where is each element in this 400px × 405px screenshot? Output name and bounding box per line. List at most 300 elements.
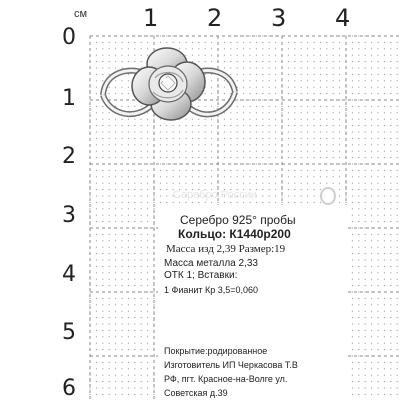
grid-dot [377,67,378,68]
grid-dot [294,93,295,94]
grid-dot [115,298,116,299]
grid-dot [384,253,385,254]
grid-dot [333,125,334,126]
grid-dot [339,106,340,107]
grid-dot [339,61,340,62]
grid-dot [102,234,103,235]
grid-dot [326,61,327,62]
grid-dot [390,259,391,260]
grid-dot [141,298,142,299]
grid-dot [377,368,378,369]
grid-dot [109,151,110,152]
grid-dot [128,304,129,305]
grid-dot [365,221,366,222]
grid-dot [102,362,103,363]
grid-dot [102,176,103,177]
grid-dot [217,202,218,203]
grid-dot [128,330,129,331]
grid-dot [141,215,142,216]
grid-dot [320,131,321,132]
grid-dot [89,202,90,203]
grid-dot [121,202,122,203]
grid-dot [147,349,148,350]
grid-dot [173,170,174,171]
grid-dot [109,368,110,369]
grid-dot [96,375,97,376]
grid-dot [96,381,97,382]
grid-dot [147,279,148,280]
grid-dot [288,106,289,107]
grid-dot [121,189,122,190]
grid-dot [397,125,398,126]
grid-dot [96,298,97,299]
grid-dot [313,80,314,81]
grid-dot [326,106,327,107]
grid-dot [102,247,103,248]
grid-dot [109,189,110,190]
grid-dot [275,125,276,126]
grid-dot [358,317,359,318]
grid-dot [313,119,314,120]
grid-dot [141,151,142,152]
grid-dot [288,61,289,62]
grid-dot [288,48,289,49]
grid-dot [115,183,116,184]
grid-dot [339,183,340,184]
grid-dot [377,106,378,107]
grid-dot [134,247,135,248]
grid-dot [128,343,129,344]
tag-line-inserts: 1 Фианит Кр 3,5=0,060 [164,285,259,295]
grid-dot [377,387,378,388]
grid-dot [147,375,148,376]
grid-dot [365,387,366,388]
grid-dot [384,87,385,88]
grid-dot [365,285,366,286]
grid-dot [307,125,308,126]
grid-dot [390,304,391,305]
grid-dot [115,279,116,280]
grid-dot [390,144,391,145]
grid-dot [96,208,97,209]
grid-dot [153,387,154,388]
grid-dot [365,259,366,260]
grid-dot [358,311,359,312]
grid-dot [390,151,391,152]
grid-dot [102,157,103,158]
grid-dot [288,55,289,56]
grid-dot [128,311,129,312]
grid-dot [365,195,366,196]
grid-dot [294,55,295,56]
grid-dot [301,202,302,203]
grid-dot [390,208,391,209]
grid-dot [390,195,391,196]
grid-dot [377,183,378,184]
grid-dot [358,55,359,56]
grid-dot [365,317,366,318]
grid-dot [96,202,97,203]
grid-dot [185,170,186,171]
grid-dot [128,349,129,350]
grid-dot [198,183,199,184]
grid-dot [166,176,167,177]
grid-dot [397,323,398,324]
grid-dot [141,266,142,267]
grid-dot [153,394,154,395]
grid-dot [352,215,353,216]
grid-dot [301,106,302,107]
grid-dot [153,311,154,312]
grid-dot [390,311,391,312]
grid-dot [390,131,391,132]
grid-dot [269,170,270,171]
grid-dot [141,375,142,376]
grid-dot [102,272,103,273]
grid-dot [121,304,122,305]
grid-dot [96,362,97,363]
grid-dot [352,183,353,184]
grid-dot [89,311,90,312]
grid-dot [262,189,263,190]
grid-dot [377,55,378,56]
grid-dot [121,221,122,222]
grid-dot [365,151,366,152]
grid-dot [307,131,308,132]
grid-dot [262,42,263,43]
grid-dot [211,176,212,177]
grid-dot [371,208,372,209]
grid-dot [352,195,353,196]
grid-dot [96,144,97,145]
grid-dot [243,183,244,184]
grid-dot [365,240,366,241]
grid-dot [141,138,142,139]
grid-dot [128,144,129,145]
grid-dot [352,163,353,164]
grid-dot [358,87,359,88]
grid-dot [365,93,366,94]
grid-dot [352,138,353,139]
grid-dot [339,195,340,196]
grid-dot [352,266,353,267]
grid-dot [390,362,391,363]
grid-dot [147,381,148,382]
grid-dot [294,106,295,107]
grid-dot [397,195,398,196]
grid-dot [102,330,103,331]
grid-dot [384,311,385,312]
grid-dot [397,144,398,145]
grid-dot [96,323,97,324]
grid-dot [313,176,314,177]
grid-dot [205,138,206,139]
grid-dot [102,170,103,171]
grid-dot [365,138,366,139]
grid-dot [96,311,97,312]
grid-dot [384,144,385,145]
unit-label: см [74,8,88,20]
grid-dot [96,343,97,344]
grid-dot [275,74,276,75]
grid-dot [307,151,308,152]
grid-dot [377,131,378,132]
grid-dot [377,80,378,81]
grid-dot [102,298,103,299]
grid-dot [397,285,398,286]
grid-dot [377,202,378,203]
grid-dot [390,279,391,280]
grid-dot [281,195,282,196]
grid-dot [102,394,103,395]
grid-dot [352,355,353,356]
grid-dot [390,330,391,331]
grid-dot [397,157,398,158]
grid-dot [339,189,340,190]
grid-dot [371,189,372,190]
grid-dot [141,349,142,350]
grid-dot [102,323,103,324]
grid-dot [121,259,122,260]
grid-dot [377,112,378,113]
grid-dot [96,183,97,184]
grid-dot [121,138,122,139]
grid-dot [384,202,385,203]
grid-dot [121,336,122,337]
grid-dot [307,189,308,190]
grid-dot [288,74,289,75]
grid-dot [384,215,385,216]
grid-dot [115,176,116,177]
grid-dot [397,112,398,113]
grid-dot [102,285,103,286]
grid-dot [365,55,366,56]
grid-dot [109,247,110,248]
grid-dot [352,387,353,388]
grid-dot [230,144,231,145]
grid-dot [121,247,122,248]
grid-dot [313,93,314,94]
grid-dot [269,42,270,43]
grid-dot [390,381,391,382]
grid-dot [301,195,302,196]
grid-dot [288,131,289,132]
grid-dot [358,125,359,126]
grid-dot [275,112,276,113]
grid-dot [384,368,385,369]
grid-dot [249,183,250,184]
grid-dot [96,253,97,254]
grid-dot [352,349,353,350]
grid-dot [160,35,161,36]
grid-dot [121,330,122,331]
grid-dot [179,183,180,184]
grid-dot [115,394,116,395]
grid-dot [365,355,366,356]
grid-dot [377,323,378,324]
grid-dot [397,48,398,49]
grid-dot [390,272,391,273]
grid-dot [358,330,359,331]
grid-dot [358,247,359,248]
grid-dot [147,317,148,318]
grid-dot [141,157,142,158]
tag-watermark: Серебро России [173,189,258,201]
grid-dot [141,368,142,369]
grid-dot [339,125,340,126]
grid-dot [326,157,327,158]
grid-dot [128,259,129,260]
grid-dot [397,298,398,299]
grid-dot [397,183,398,184]
grid-dot [128,362,129,363]
grid-dot [166,195,167,196]
grid-dot [307,106,308,107]
grid-dot [249,144,250,145]
grid-dot [352,131,353,132]
grid-dot [256,61,257,62]
grid-dot [397,215,398,216]
grid-dot [275,61,276,62]
grid-dot [352,112,353,113]
grid-dot [358,35,359,36]
grid-dot [275,151,276,152]
grid-dot [377,259,378,260]
grid-dot [256,67,257,68]
grid-dot [115,157,116,158]
grid-dot [147,240,148,241]
grid-dot [109,170,110,171]
grid-dot [320,74,321,75]
grid-dot [256,144,257,145]
grid-dot [230,183,231,184]
grid-dot [128,298,129,299]
grid-dot [147,362,148,363]
grid-dot [288,157,289,158]
grid-dot [371,343,372,344]
grid-dot [390,317,391,318]
grid-dot [377,381,378,382]
grid-dot [269,144,270,145]
grid-dot [371,215,372,216]
grid-dot [320,157,321,158]
grid-dot [352,119,353,120]
grid-dot [307,144,308,145]
grid-dot [358,291,359,292]
grid-dot [269,61,270,62]
grid-dot [326,112,327,113]
grid-dot [166,202,167,203]
grid-dot [121,272,122,273]
grid-dot [269,112,270,113]
grid-dot [128,157,129,158]
grid-dot [397,247,398,248]
grid-dot [249,99,250,100]
grid-dot [377,279,378,280]
grid-dot [89,106,90,107]
grid-dot [166,189,167,190]
grid-dot [256,80,257,81]
grid-dot [339,93,340,94]
grid-dot [109,183,110,184]
grid-dot [390,343,391,344]
grid-dot [384,247,385,248]
grid-dot [371,266,372,267]
grid-dot [333,138,334,139]
grid-dot [134,240,135,241]
grid-dot [313,151,314,152]
grid-dot [147,304,148,305]
grid-dot [358,375,359,376]
grid-dot [115,189,116,190]
grid-dot [333,42,334,43]
grid-dot [153,208,154,209]
grid-dot [288,93,289,94]
grid-dot [390,336,391,337]
grid-dot [294,87,295,88]
grid-dot [147,176,148,177]
grid-dot [339,170,340,171]
grid-dot [96,285,97,286]
grid-dot [377,215,378,216]
grid-dot [192,202,193,203]
grid-dot [179,144,180,145]
grid-dot [96,336,97,337]
grid-dot [256,131,257,132]
grid-dot [147,311,148,312]
grid-dot [230,170,231,171]
grid-dot [377,394,378,395]
grid-dot [96,368,97,369]
grid-dot [115,375,116,376]
grid-dot [390,80,391,81]
grid-dot [147,298,148,299]
grid-dot [102,183,103,184]
grid-dot [102,253,103,254]
grid-dot [288,176,289,177]
grid-dot [160,195,161,196]
grid-dot [224,144,225,145]
grid-dot [141,311,142,312]
grid-dot [358,61,359,62]
grid-dot [205,157,206,158]
grid-dot [153,291,154,292]
grid-dot [141,323,142,324]
grid-dot [192,151,193,152]
grid-dot [109,234,110,235]
grid-dot [377,330,378,331]
grid-dot [115,234,116,235]
grid-dot [301,48,302,49]
grid-dot [269,151,270,152]
grid-dot [115,317,116,318]
grid-dot [358,189,359,190]
grid-dot [128,234,129,235]
grid-dot [365,215,366,216]
grid-dot [365,48,366,49]
grid-dot [333,67,334,68]
grid-dot [205,151,206,152]
tag-line-article: Кольцо: К1440р200 [178,227,291,241]
grid-dot [153,298,154,299]
grid-dot [249,112,250,113]
grid-dot [352,330,353,331]
grid-dot [390,240,391,241]
grid-dot [262,131,263,132]
grid-dot [147,138,148,139]
grid-dot [352,189,353,190]
grid-dot [141,247,142,248]
